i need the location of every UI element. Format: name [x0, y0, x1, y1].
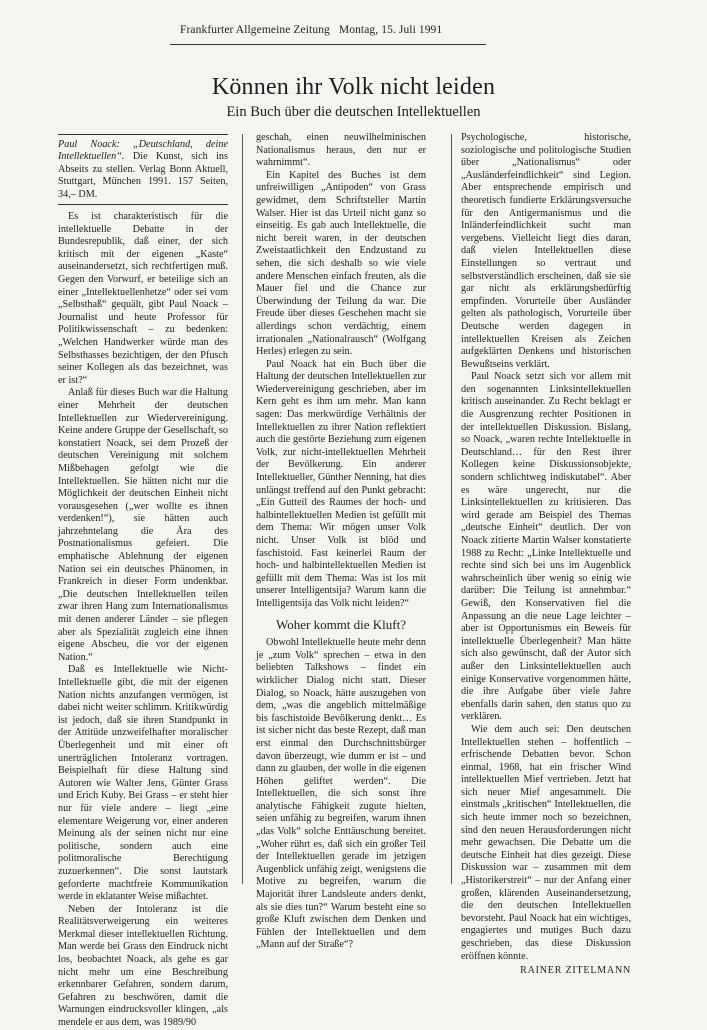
paragraph: Psychologische, historische, soziologische und politologische Studien über „Nationalismus“ oder „Ausländerfeindlichkeit“ sind Legion. Aber entsprechende empirisch und theoretisch fundierte Erklärungsversuche für den Antigermanismus und die Inländerfeindlichkeit sucht man vergebens. Vielleicht liegt dies daran, daß vielen Intellektuellen diese Einstellungen so vertraut und selbstverständlich erscheinen, daß sie sie gar nicht als erklärungsbedürftig empfinden. Vorurteile über Ausländer gelten als pathologisch, Vorurteile über Deutsche werden dagegen in intellektuellen Kreisen als Zeichen aufgeklärten Denkens und historischen Bewußtseins verklärt.	[461, 132, 631, 370]
paragraph: Ein Kapitel des Buches ist dem unfreiwilligen „Antipoden“ von Grass gewidmet, dem Schriftsteller Martin Walser. Hier ist das Urteil nicht ganz so einseitig. Es gab auch Intellektuelle, die nicht bereit waren, in der deutschen Zweistaatlichkeit den Endzustand zu sehen, die sich deshalb so wie viele andere Menschen einfach freuten, als die Mauer fiel und die Chance zur Überwindung der Teilung da war. Die Freude über dieses Geschehen macht sie allerdings schon verdächtig, einem irrationalen „Nationalrausch“ (Wolfgang Herles) erlegen zu sein.	[256, 169, 426, 358]
paragraph: Paul Noack hat ein Buch über die Haltung der deutschen Intellektuellen zur Wiedervereinigung geschrieben, aber im Kern geht es ihm um mehr. Man kann sagen: Das merkwürdige Verhältnis der Intellektuellen zu ihrer Nation reflektiert auch die gestörte Beziehung zum eigenen Volk, zur nicht-intellektuellen Mehrheit der Bevölkerung. Ein anderer Intellektueller, Günther Nenning, hat dies unlängst treffend auf den Punkt gebracht: „Ein Gutteil des Raumes der hoch- und halbintellektuellen Medien ist gefüllt mit dem Thema: Wir mögen unser Volk nicht. Unser Volk ist blöd und faschistoid. Fast keinerlei Raum der hoch- und halbintellektuellen Medien ist gefüllt mit dem Thema: Was ist los mit unserer Intelligentsija? Warum kann die Intelligentsija das Volk nicht leiden?“	[256, 358, 426, 609]
column-3	[461, 132, 631, 978]
paragraph: Neben der Intoleranz ist die Realitätsverweigerung ein weiteres Merkmal dieser intellektuellen Richtung. Man werde bei Grass den Eindruck nicht los, beobachtet Noack, als gehe es gar nicht mehr um eine Beschreibung erkennbarer Gefahren, sondern darum, Gefahren zu beschwören, damit die Warnungen eindrucksvoller klingen, „als mendele er aus dem, was 1989/90	[58, 903, 228, 1029]
header-rule	[170, 44, 486, 45]
paragraph: Paul Noack setzt sich vor allem mit den sogenannten Linksintellektuellen kritisch auseinander. Zu Recht beklagt er die Ausgrenzung rechter Positionen in der intellektuellen Diskussion. Bislang, so Noack, „waren rechte Intellektuelle in Deutschland… für den Rest ihrer Kollegen keine Diskussionsobjekte, sondern schlichtweg indiskutabel“. Aber es wäre ungerecht, nur die Linksintellektuellen zu kritisieren. Das wird gerade am Beispiel des Themas „deutsche Einheit“ deutlich. Der von Noack zitierte Martin Walser konstatierte 1988 zu Recht: „Linke Intellektuelle und rechte sind sich bei uns im Augenblick wahrscheinlich über wenig so einig wie darüber: Die Teilung ist annehmbar.“ Gewiß, den Konservativen fiel die Anpassung an die neue Lage leichter – aber ist Opportunismus ein Beweis für intellektuelle Überlegenheit? Man hätte sich also gewünscht, daß der Autor sich außer den Linksintellektuellen auch einige Konservative vorgenommen hätte, die ihre Aufgabe über viele Jahre ebenfalls darin sahen, den status quo zu verklären.	[461, 371, 631, 723]
column-2	[256, 132, 426, 952]
paragraph: geschah, einen neuwilhelminischen Nationalismus heraus, den nur er wahrnimmt“.	[256, 132, 426, 169]
column-divider	[242, 134, 243, 884]
book-author-title: Paul Noack: „Deutschland, deine Intellektuellen“.	[58, 139, 228, 163]
issue-date: Montag, 15. Juli 1991	[338, 24, 443, 36]
book-reference	[58, 134, 228, 205]
paragraph: Es ist charakteristisch für die intellektuelle Debatte in der Bundesrepublik, daß einer, der sich kritisch mit der eigenen „Kaste“ auseinandersetzt, sich rechtfertigen muß. Gegen den Vorwurf, er beteilige sich an einer „Intellektuellenhetze“ oder sei vom „Selbsthaß“ gequält, gibt Paul Noack – Journalist und heute Professor für Politikwissenschaft – zu bedenken: „Welchen Handwerker würde man des Selbsthasses bezichtigen, der den Pfusch seiner Kollegen als das bezeichnet, was er ist?“	[58, 211, 228, 386]
book-details: Die Kunst, sich ins Abseits zu stellen. Verlag Bonn Aktuell, Stuttgart, München 1991. 157 Seiten, 34,– DM.	[58, 151, 228, 200]
paragraph: Anlaß für dieses Buch war die Haltung einer Mehrheit der deutschen Intellektuellen zur Wiedervereinigung. Keine andere Gruppe der Gesellschaft, so konstatiert Noack, sei dem Prozeß der deutschen Vereinigung mit solchem Mißbehagen gefolgt wie die Intellektuellen. Sie hätten nicht nur die Möglichkeit der deutschen Einheit nicht vorausgesehen („wer wollte es ihnen verdenken!“), sie hätten auch jahrzehntelang die Ära des Postnationalismus gefeiert. Die emphatische Ablehnung der eigenen Nation sei ein deutsches Phänomen, in Frankreich in dieser Form undenkbar. „Die deutschen Intellektuellen teilen zwar ihren Hang zum Internationalismus mit denen anderer Länder – sie pflegen aber als Spezialität zugleich eine ihnen eigene Abscheu, die vor der eigenen Nation.“	[58, 387, 228, 663]
column-divider	[451, 134, 452, 884]
newspaper-header	[180, 24, 480, 36]
paragraph: Obwohl Intellektuelle heute mehr denn je „zum Volk“ sprechen – etwa in den beliebten Talkshows – findet ein wirklicher Dialog nicht statt. Dieser Dialog, so Noack, hätte auszugehen von dem, „was die angeblich mittelmäßige bis faschistoide Bevölkerung denkt… Es ist sicher nicht das beste Rezept, daß man erst einmal den Durchschnittsbürger davon überzeugt, wie dumm er ist – und dann zu glauben, der wolle in die eigenen Höhen geliftet werden“. Die Intellektuellen, die sich sonst ihre analytische Fähigkeit zugute hielten, seien unfähig zu begreifen, warum ihnen „das Volk“ solche Enttäuschung bereitet. „Woher rührt es, daß sich ein großer Teil der Intellektuellen gerade im jetzigen Augenblick unfähig zeigt, wenigstens die Motive zu begreifen, warum die Majorität ihrer Landsleute anders denkt, als sie dies tun?“ Warum besteht eine so große Kluft zwischen dem Denken und Fühlen der Intellektuellen und dem „Mann auf der Straße“?	[256, 637, 426, 951]
column-1	[58, 134, 228, 1030]
headline: Können ihr Volk nicht leiden	[211, 74, 496, 100]
paragraph: Wie dem auch sei: Den deutschen Intellektuellen stehen – hoffentlich – erfrischende Debatten bevor. Schon einmal, 1968, hat ein frischer Wind intellektuellen Mief vertrieben. Jetzt hat sich neuer Mief angesammelt. Die einstmals „kritischen“ Intellektuellen, die sich heute immer noch so bezeichnen, sind den neuen Herausforderungen nicht mehr gewachsen. Die Debatte um die deutsche Einheit hat dies gezeigt. Diese Diskussion war – zusammen mit dem „Historikerstreit“ – nur der Anfang einer großen, klärenden Auseinandersetzung, die den deutschen Intellektuellen bevorsteht. Paul Noack hat ein wichtiges, engagiertes und mutiges Buch dazu geschrieben, das diese Diskussion eröffnen könnte.	[461, 723, 631, 962]
subheadline: Ein Buch über die deutschen Intellektuellen	[226, 104, 481, 120]
author-signature: RAINER ZITELMANN	[520, 965, 631, 977]
newspaper-name: Frankfurter Allgemeine Zeitung	[180, 24, 330, 36]
section-heading: Woher kommt die Kluft?	[275, 616, 406, 632]
paragraph: Daß es Intellektuelle wie Nicht-Intellektuelle gibt, die mit der eigenen Nation nichts anzufangen vermögen, ist dabei nicht weiter schlimm. Kritikwürdig ist jedoch, daß sie ihren Standpunkt in der Attitüde unzweifelhafter moralischer Überlegenheit und mit einer oft unerträglichen Intoleranz vortragen. Beispielhaft für diese Haltung sind Autoren wie Walter Jens, Günter Grass und Erich Kuby. Bei Grass – er steht hier nur für viele andere – liegt „eine elementare Weigerung vor, einer anderen Meinung als der seinen nicht nur eine politische, sondern auch eine politmoralische Berechtigung zuzuerkennen“. Die sonst lautstark geforderte machtfreie Kommunikation werde in eklatanter Weise mißachtet.	[58, 664, 228, 903]
